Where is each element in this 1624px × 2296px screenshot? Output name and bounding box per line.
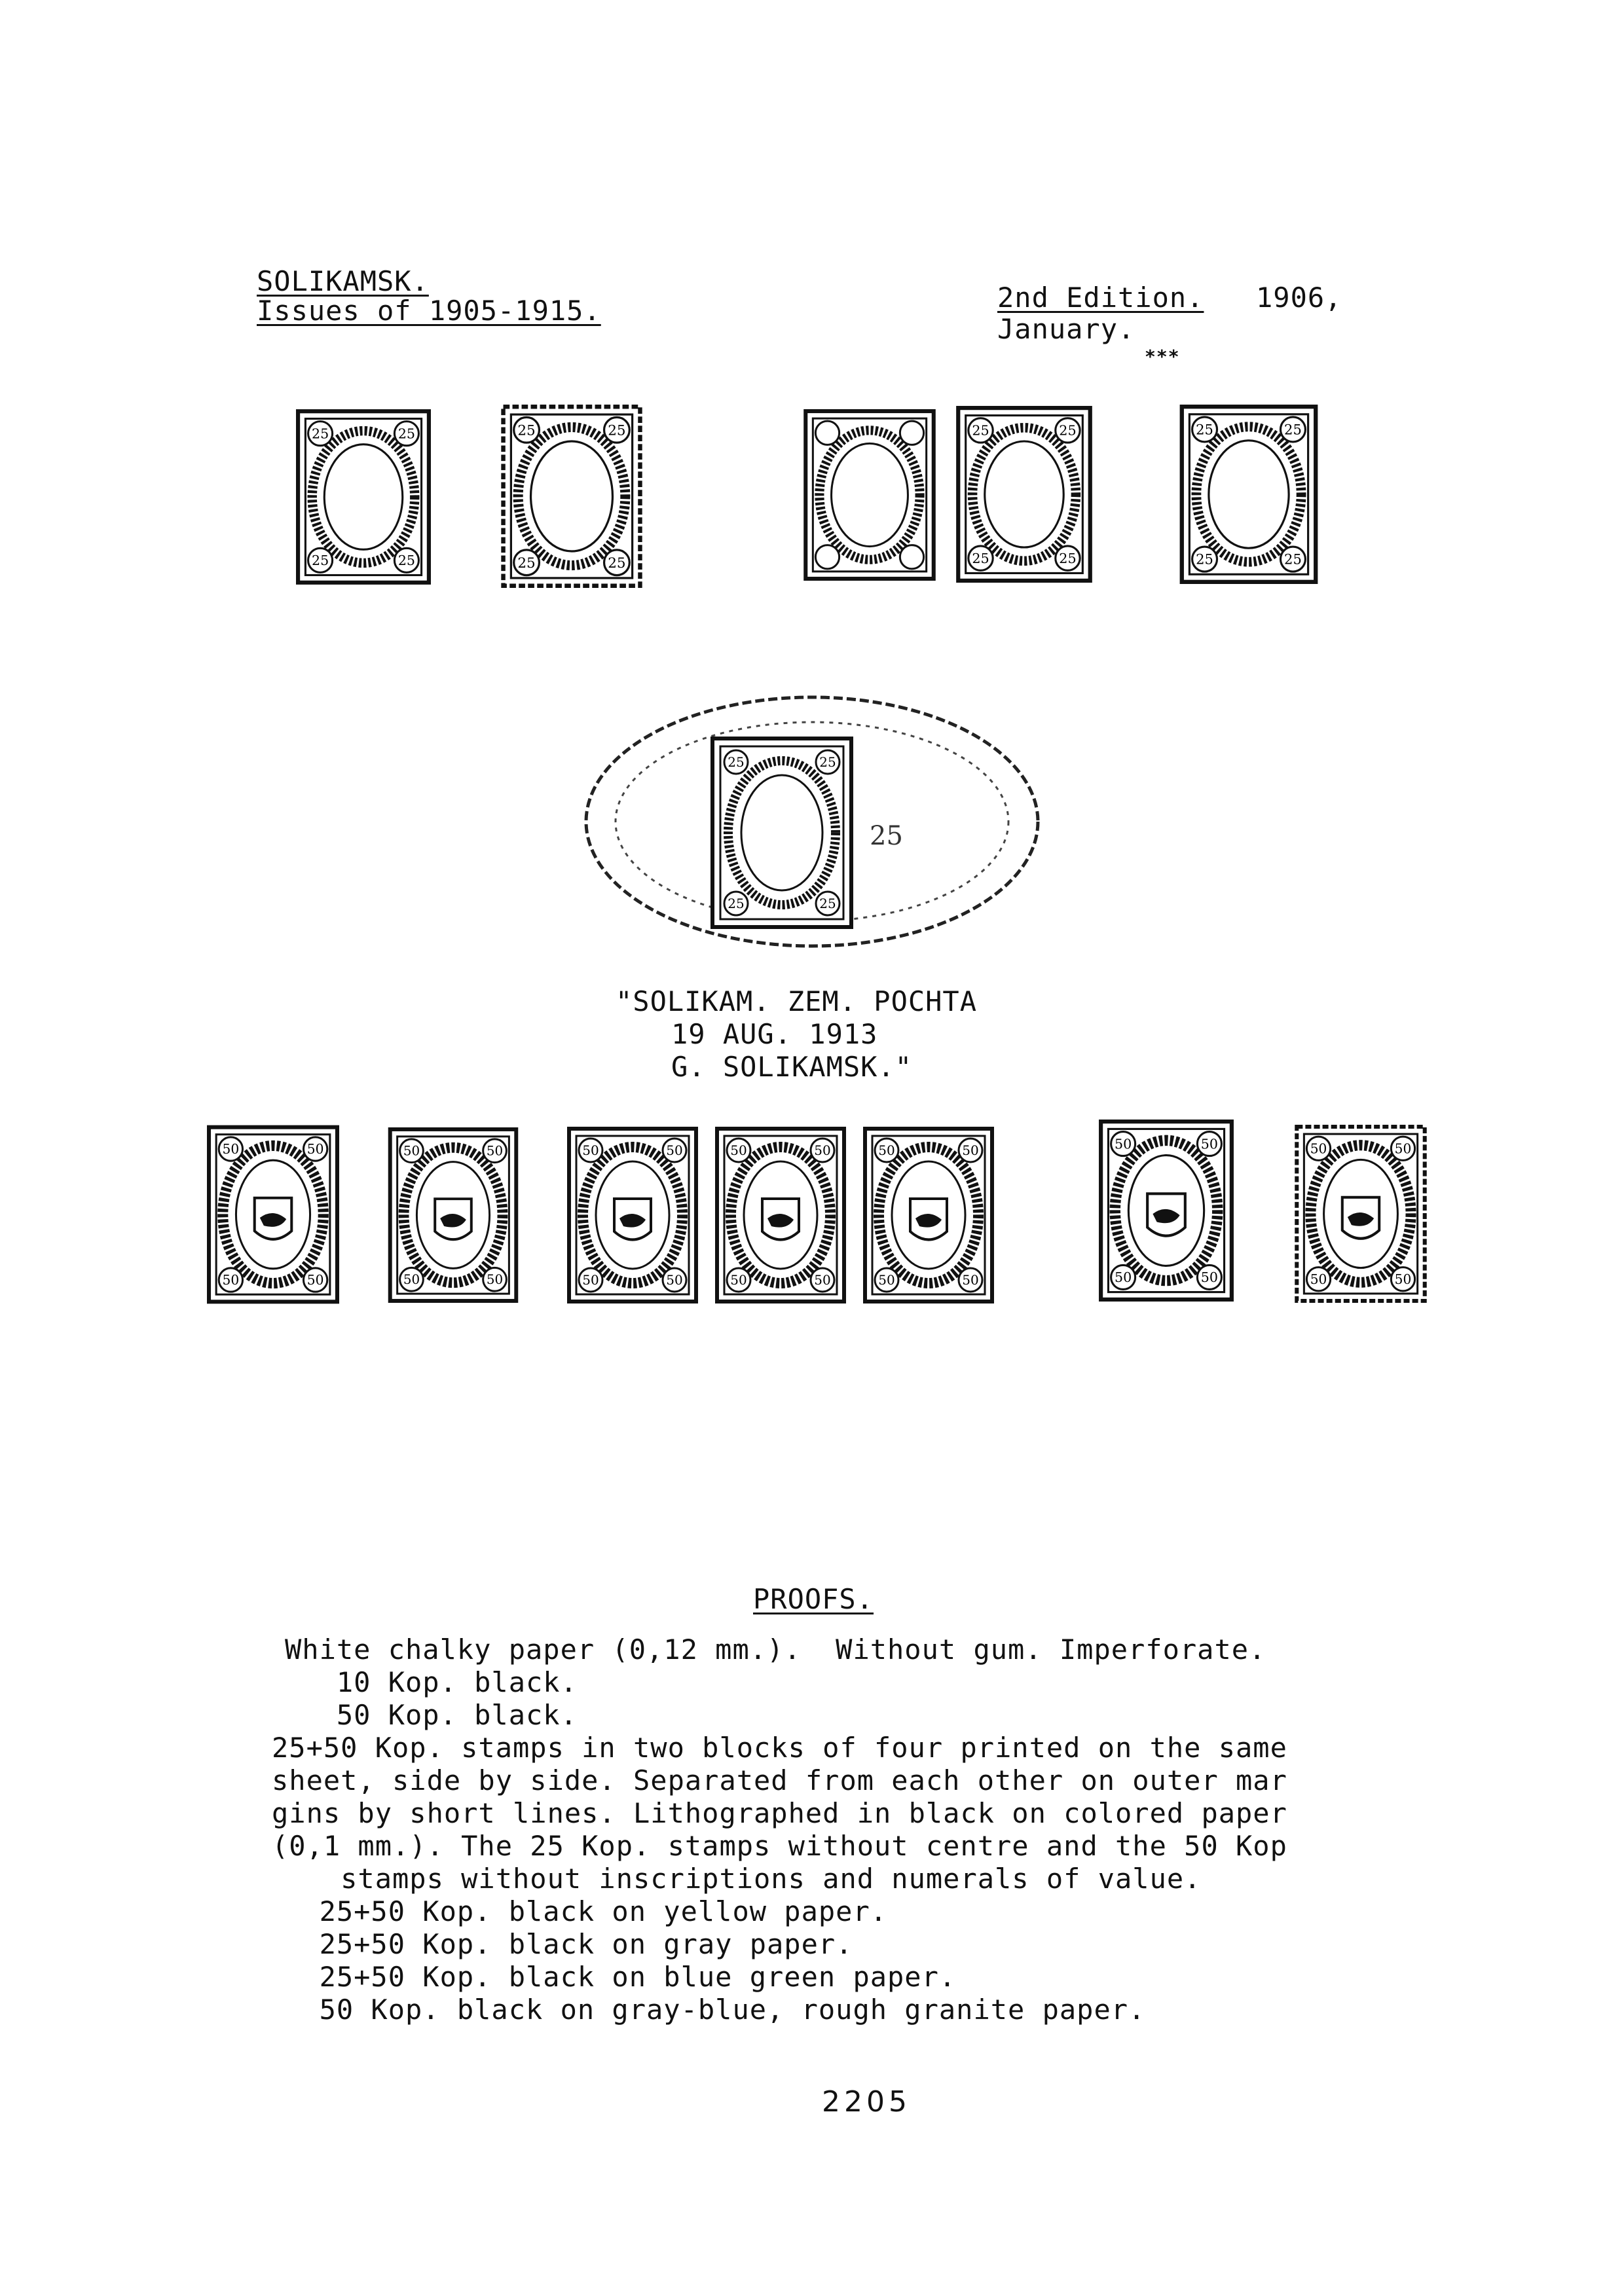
corner-value: 25 <box>608 555 626 572</box>
stamp-50-graphic <box>1293 1125 1428 1303</box>
page-number: 2205 <box>822 2085 911 2119</box>
stamp-50-kop <box>388 1127 519 1303</box>
proofs-heading: PROOFS. <box>753 1583 874 1615</box>
edition-month: January. <box>997 313 1135 345</box>
stamp-50-kop <box>207 1125 339 1304</box>
corner-value: 50 <box>306 1141 324 1157</box>
stamp-25-kop <box>955 406 1094 583</box>
corner-value: 50 <box>962 1272 979 1288</box>
proofs-line: sheet, side by side. Separated from each other on outer mar <box>272 1764 1287 1796</box>
proofs-line: 25+50 Kop. black on gray paper. <box>285 1928 853 1960</box>
corner-value: 50 <box>403 1143 420 1159</box>
postmark-caption-line-3: G. SOLIKAMSK." <box>671 1051 913 1083</box>
corner-value: 25 <box>1284 421 1302 438</box>
stamp-50-graphic <box>863 1125 994 1305</box>
corner-value: 25 <box>1196 551 1213 568</box>
stamp-50-graphic <box>567 1125 698 1305</box>
stamp-25-graphic <box>802 409 937 581</box>
corner-value: 25 <box>728 896 745 911</box>
corner-value: 25 <box>819 754 836 770</box>
corner-value: 50 <box>222 1272 240 1288</box>
corner-value: 50 <box>403 1272 420 1288</box>
proofs-line: gins by short lines. Lithographed in black on colored paper <box>272 1797 1287 1829</box>
corner-value: 25 <box>517 422 536 439</box>
stamp-25-graphic <box>501 405 642 588</box>
proofs-line: 50 Kop. black. <box>285 1699 578 1731</box>
corner-value: 50 <box>730 1142 747 1158</box>
stamp-25-kop <box>1179 405 1319 584</box>
corner-value: 50 <box>1394 1140 1412 1157</box>
corner-value: 25 <box>397 553 416 569</box>
stamp-50-kop <box>567 1125 698 1305</box>
stamp-50-graphic <box>1099 1120 1234 1302</box>
corner-value: 50 <box>1200 1136 1218 1152</box>
proofs-line: 10 Kop. black. <box>285 1666 578 1698</box>
corner-value: 50 <box>1310 1271 1327 1287</box>
issues-subtitle: Issues of 1905-1915. <box>257 295 601 327</box>
corner-value: 50 <box>1310 1140 1327 1157</box>
corner-value: 50 <box>878 1142 895 1158</box>
corner-value: 50 <box>814 1142 831 1158</box>
stamp-50-kop <box>863 1125 994 1305</box>
stamp-25-kop <box>501 405 642 588</box>
corner-value: 50 <box>962 1142 979 1158</box>
corner-value: 25 <box>397 426 416 442</box>
corner-value: 50 <box>666 1142 683 1158</box>
oval-postmark <box>576 681 1048 969</box>
proofs-line: 50 Kop. black on gray-blue, rough granite paper. <box>285 1994 1146 2026</box>
proofs-line: stamps without inscriptions and numerals of value. <box>272 1863 1202 1895</box>
corner-value: 25 <box>1196 421 1213 438</box>
corner-value: 50 <box>582 1142 599 1158</box>
stamp-50-graphic <box>715 1125 846 1305</box>
cancelled-stamp-group <box>576 681 1048 969</box>
corner-value: 50 <box>306 1272 324 1288</box>
corner-value: 50 <box>1394 1271 1412 1287</box>
corner-value: 50 <box>582 1272 599 1288</box>
corner-value: 50 <box>878 1272 895 1288</box>
stamp-50-kop <box>1293 1125 1428 1303</box>
corner-value: 50 <box>730 1272 747 1288</box>
stamp-50-graphic <box>207 1125 339 1304</box>
corner-value: 25 <box>728 754 745 770</box>
corner-value: 25 <box>972 422 989 439</box>
corner-value: 50 <box>1200 1269 1218 1286</box>
page-title: SOLIKAMSK. <box>257 265 429 297</box>
proofs-line: White chalky paper (0,12 mm.). Without gum. Imperforate. <box>285 1633 1266 1666</box>
stamp-50-kop <box>1099 1120 1234 1302</box>
stamp-50-kop <box>715 1125 846 1305</box>
corner-value: 50 <box>1115 1269 1132 1286</box>
proofs-line: 25+50 Kop. stamps in two blocks of four printed on the same <box>272 1732 1287 1764</box>
edition-label: 2nd Edition. <box>997 282 1204 314</box>
corner-value: 50 <box>666 1272 683 1288</box>
corner-value: 25 <box>972 550 989 566</box>
postmark-caption-line-2: 19 AUG. 1913 <box>671 1018 878 1050</box>
corner-value: 50 <box>222 1141 240 1157</box>
stamp-50-graphic <box>388 1127 519 1303</box>
corner-value: 50 <box>486 1143 504 1159</box>
corner-value: 25 <box>1284 551 1302 568</box>
corner-value: 25 <box>311 426 329 442</box>
proofs-line: (0,1 mm.). The 25 Kop. stamps without centre and the 50 Kop <box>272 1830 1287 1862</box>
corner-value: 25 <box>1059 422 1077 439</box>
corner-value: 25 <box>1059 550 1077 566</box>
edition-year: 1906, <box>1256 282 1342 314</box>
proofs-line: 25+50 Kop. black on blue green paper. <box>285 1961 957 1993</box>
stamp-25-graphic <box>955 406 1094 583</box>
corner-value: 25 <box>311 553 329 569</box>
corner-value: 25 <box>517 555 536 572</box>
postmark-digits: 25 <box>870 821 903 851</box>
corner-value: 25 <box>819 896 836 911</box>
stamp-25-graphic <box>296 409 431 585</box>
stars-mark: *** <box>1145 346 1180 367</box>
stamp-25-kop <box>296 409 431 585</box>
proofs-line: 25+50 Kop. black on yellow paper. <box>285 1895 888 1927</box>
stamp-25-graphic <box>1179 405 1319 584</box>
corner-value: 50 <box>486 1272 504 1288</box>
corner-value: 50 <box>1115 1136 1132 1152</box>
postmark-caption-line-1: "SOLIKAM. ZEM. POCHTA <box>616 985 978 1017</box>
corner-value: 50 <box>814 1272 831 1288</box>
corner-value: 25 <box>608 422 626 439</box>
stamp-25-kop <box>802 409 937 581</box>
